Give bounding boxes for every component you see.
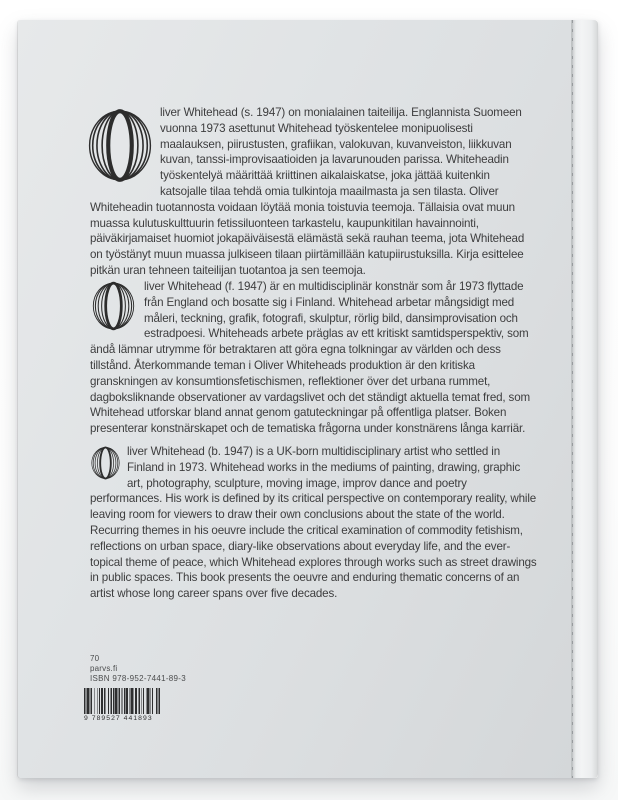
dropcap-o-icon xyxy=(90,446,121,480)
paragraph-finnish-text: liver Whitehead (s. 1947) on monialainen taiteilija. Englannista Suomeen vuonna 1973 asettunut Whitehead työskentelee monipuolisesti maalauksen, piirustusten, grafiikan, valokuvan, kuvanveiston, liikkuvan kuvan, tanssi-improvisaatioiden ja lavarunouden parissa. Whiteheadin työskentelyä määrittää kriittinen aikalaiskatse, joka jättää kuitenkin katsojalle tilaa tehdä omia tulkintoja maailmasta ja sen tilasta. Oliver Whiteheadin tuotannosta voidaan löytää monia toistuvia teemoja. Tällaisia ovat muun muassa kulutuskulttuurin fetissiluonteen tarkastelu, kaupunkitilan havainnointi, päiväkirjamaiset huomiot jokapäiväisestä elämästä sekä rauhan teema, jota Whitehead on työstänyt muun muassa julkiseen tilaan piirtämillään katupiirustuksilla. Kirja esittelee pitkän uran tehneen taiteilijan tuotantoa ja sen teemoja. xyxy=(90,106,525,277)
page-number: 70 xyxy=(90,654,100,663)
paragraph-english xyxy=(90,444,539,602)
publisher-website: parvs.fi xyxy=(90,664,118,673)
dropcap-o-icon xyxy=(90,281,137,331)
barcode-bars-icon xyxy=(84,688,160,714)
barcode-digits: 9 789527 441893 xyxy=(84,715,153,722)
imprint-block xyxy=(84,654,186,722)
book-back-cover xyxy=(18,20,598,778)
isbn-barcode xyxy=(84,688,160,722)
isbn-text: ISBN 978-952-7441-89-3 xyxy=(90,674,186,683)
book-edge-strip xyxy=(571,20,598,778)
paragraph-swedish-text: liver Whitehead (f. 1947) är en multidisciplinär konstnär som år 1973 flyttade från England och bosatte sig i Finland. Whitehead arbetar mångsidigt med måleri, teckning, grafik, fotografi, skulptur, rörlig bild, dansimprovisation och estradpoesi. Whiteheads arbete präglas av ett kritiskt samtidsperspektiv, som ändå lämnar utrymme för betraktaren att göra egna tolkningar av världen och dess tillstånd. Återkommande teman i Oliver Whiteheads produktion är den kritiska granskningen av konsumtionsfetischismen, reflektioner över det urbana rummet, dagboksliknande observationer av vardagslivet och det ständigt aktuella temat fred, som Whitehead utforskar bland annat genom gatuteckningar på offentliga platser. Boken presenterar konstnärskapet och de tematiska frågorna under konstnärens långa karriär. xyxy=(90,280,531,436)
cover-surface xyxy=(18,20,571,778)
paragraph-finnish xyxy=(90,105,539,279)
paragraph-english-text: liver Whitehead (b. 1947) is a UK-born multidisciplinary artist who settled in Finland in 1973. Whitehead works in the mediums of painting, drawing, graphic art, photography, sculpture, moving image, improv dance and poetry performances. His work is defined by its critical perspective on contemporary reality, while leaving room for viewers to draw their own conclusions about the state of the world. Recurring themes in his oeuvre include the critical examination of commodity fetishism, reflections on urban space, diary-like observations about everyday life, and the ever-topical theme of peace, which Whitehead explores through works such as street drawings in public spaces. This book presents the oeuvre and enduring thematic concerns of an artist whose long career spans over five decades. xyxy=(90,445,537,601)
paragraph-swedish xyxy=(90,279,539,437)
dropcap-o-icon xyxy=(88,107,152,184)
